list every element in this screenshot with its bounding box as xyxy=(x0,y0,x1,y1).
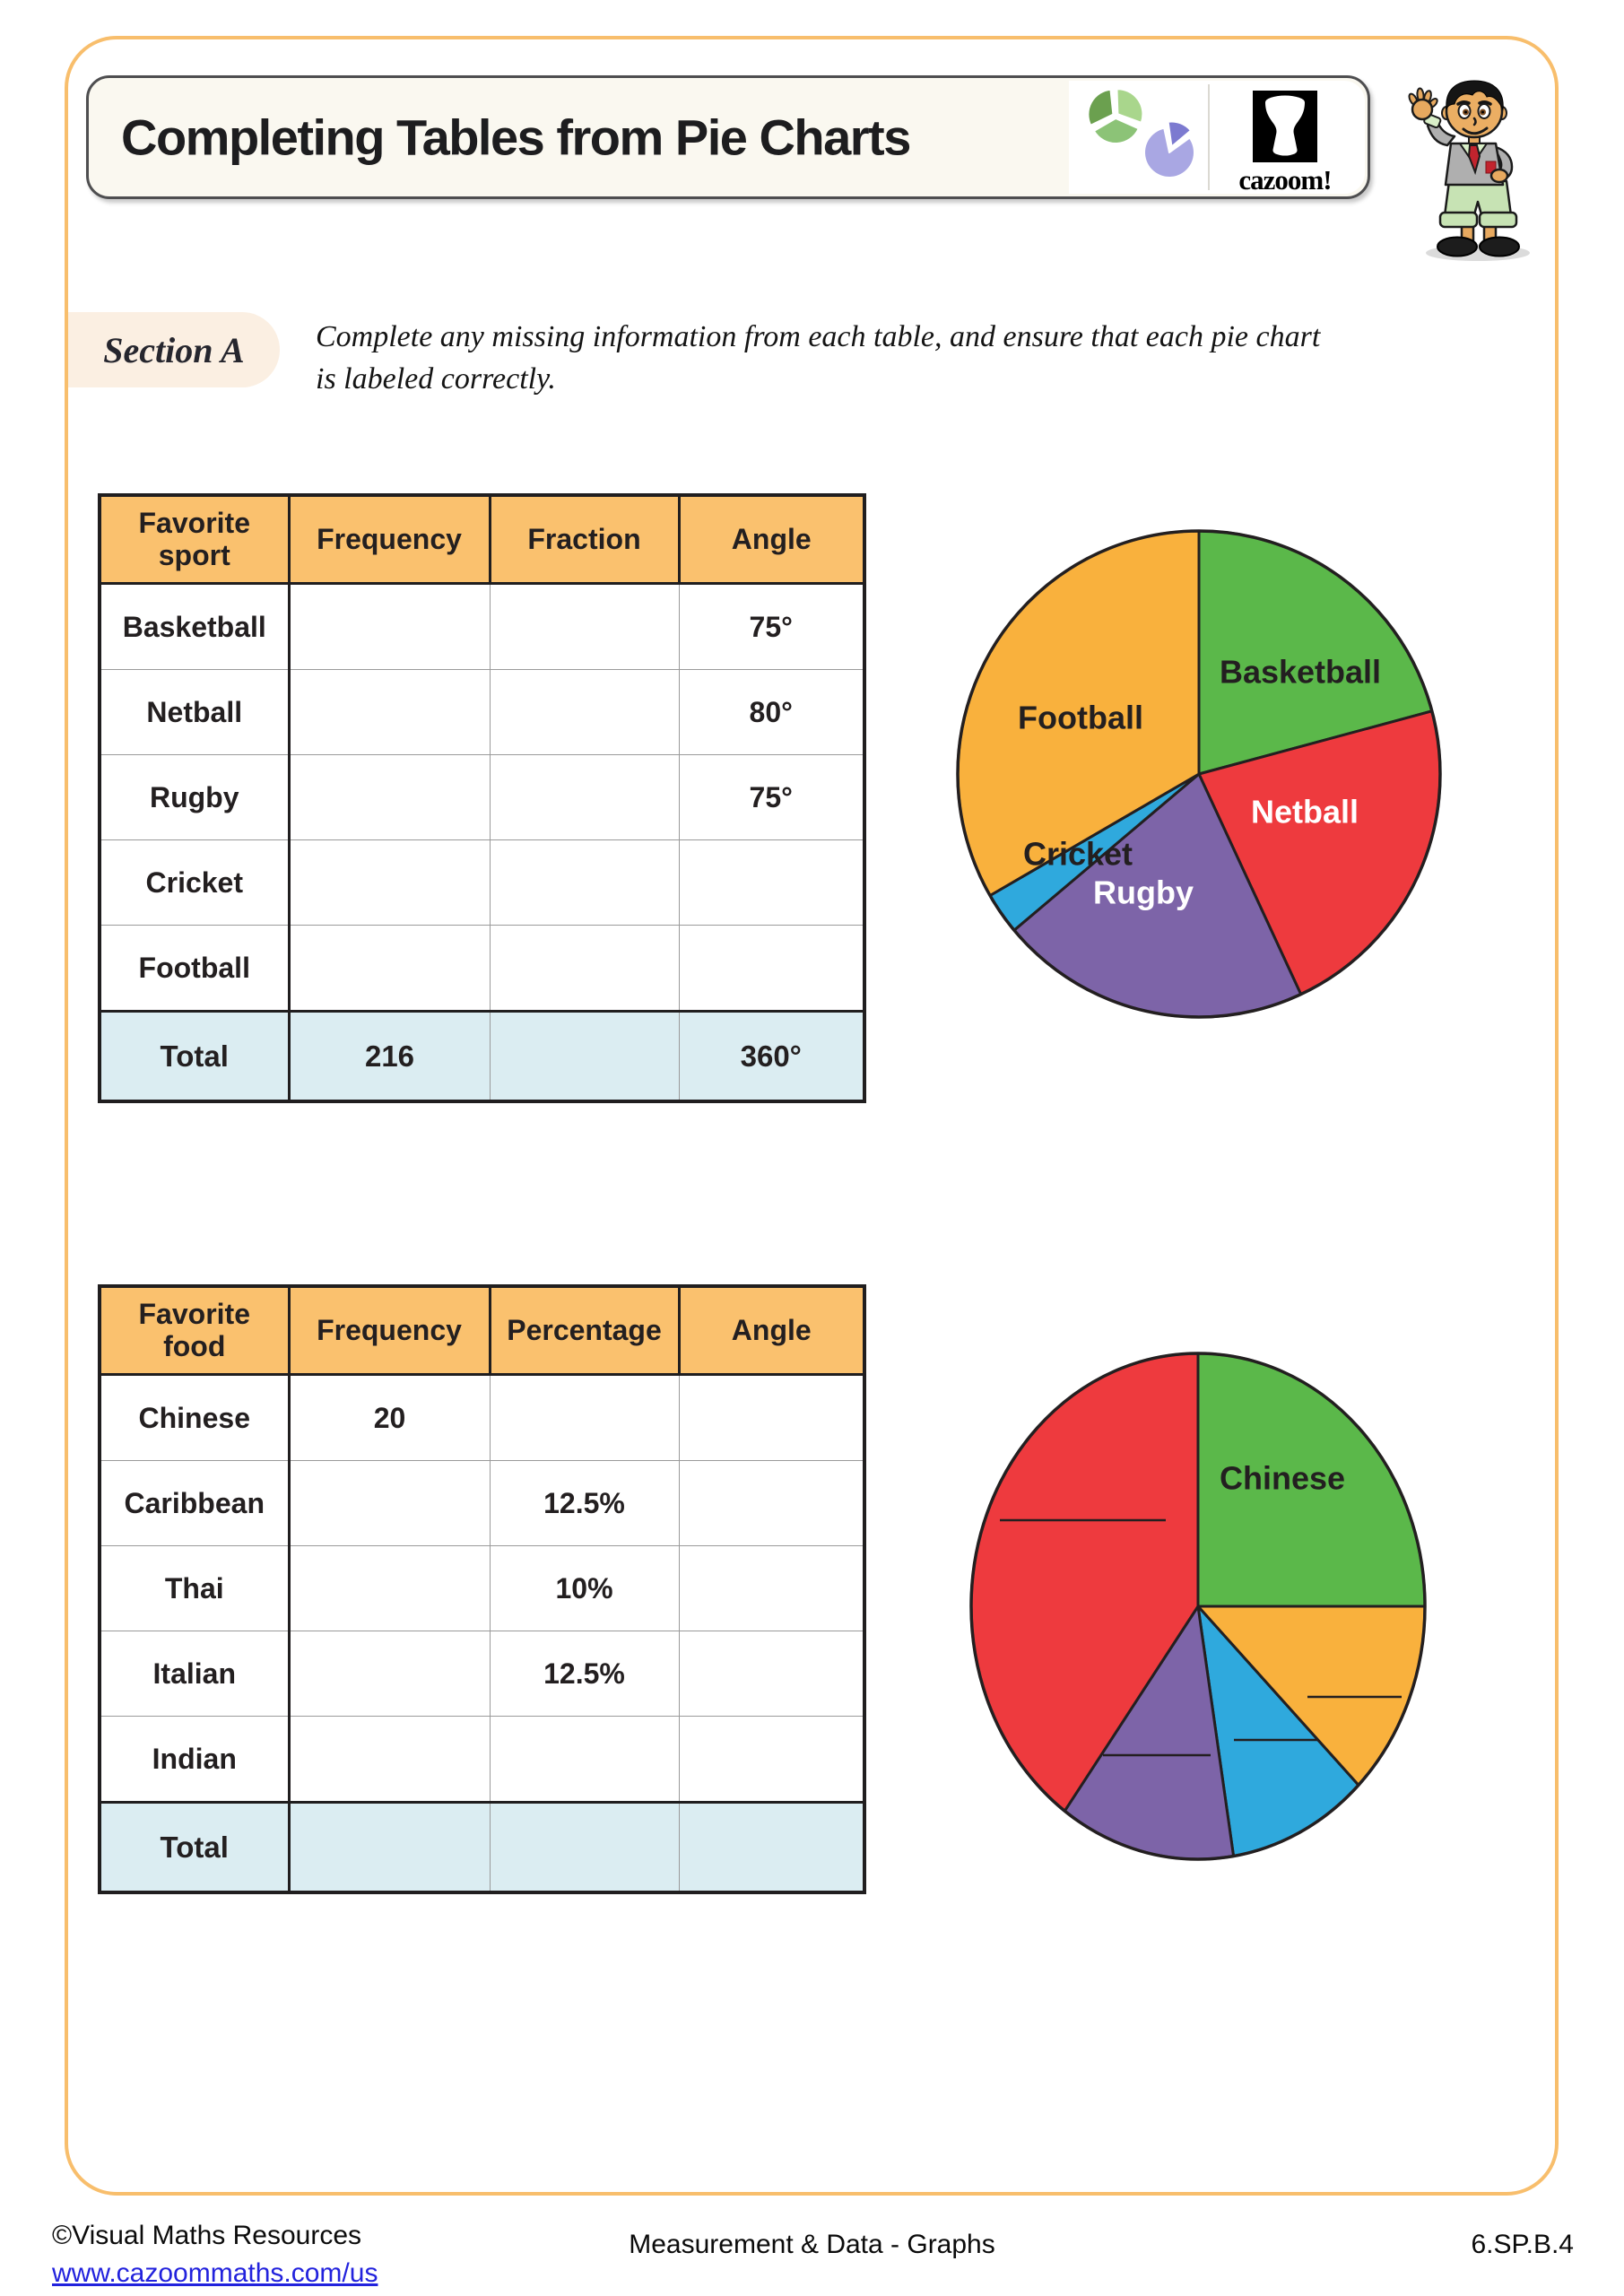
value-cell: 10% xyxy=(490,1546,679,1631)
column-header: Angle xyxy=(679,495,864,584)
pie-slice-label: Netball xyxy=(1250,793,1359,831)
table-row xyxy=(100,1631,864,1717)
table-row xyxy=(100,1375,864,1461)
table-row xyxy=(100,755,864,840)
table-row xyxy=(100,1461,864,1546)
foods-pie-chart xyxy=(968,1350,1429,1863)
total-value-cell xyxy=(679,1803,864,1893)
instructions-text xyxy=(316,316,1517,400)
section-a-label: Section A xyxy=(103,329,245,370)
value-cell xyxy=(679,840,864,926)
pie-slice-label: Football xyxy=(1018,699,1143,736)
value-cell: 12.5% xyxy=(490,1631,679,1717)
value-cell xyxy=(679,1375,864,1461)
value-cell xyxy=(289,1631,490,1717)
total-value-cell: 360° xyxy=(679,1012,864,1102)
instructions-line-1: Complete any missing information from each table, and ensure that each pie chart xyxy=(316,320,1321,353)
row-label-cell: Indian xyxy=(100,1717,289,1803)
row-label-cell: Netball xyxy=(100,670,289,755)
value-cell xyxy=(289,755,490,840)
value-cell xyxy=(679,1546,864,1631)
column-header: Frequency xyxy=(289,1286,490,1375)
drum-icon xyxy=(1253,91,1317,162)
table-row xyxy=(100,926,864,1012)
value-cell xyxy=(289,670,490,755)
column-header: Favorite sport xyxy=(100,495,289,584)
footer-topic: Measurement & Data - Graphs xyxy=(629,2230,995,2259)
title-box xyxy=(86,75,1370,199)
value-cell xyxy=(289,926,490,1012)
value-cell xyxy=(490,755,679,840)
total-label-cell: Total xyxy=(100,1012,289,1102)
total-row xyxy=(100,1803,864,1893)
column-header: Fraction xyxy=(490,495,679,584)
total-value-cell xyxy=(490,1012,679,1102)
row-label-cell: Basketball xyxy=(100,584,289,670)
mascot-boy-illustration xyxy=(1395,74,1552,266)
table-row xyxy=(100,1717,864,1803)
pie-chart-purple-icon xyxy=(1138,118,1206,187)
value-cell: 75° xyxy=(679,584,864,670)
row-label-cell: Cricket xyxy=(100,840,289,926)
row-label-cell: Italian xyxy=(100,1631,289,1717)
row-label-cell: Football xyxy=(100,926,289,1012)
pie-slice-label: Cricket xyxy=(1022,835,1133,873)
pie-slice-label: Rugby xyxy=(1093,874,1194,911)
total-label-cell: Total xyxy=(100,1803,289,1893)
total-value-cell xyxy=(289,1803,490,1893)
value-cell xyxy=(490,840,679,926)
value-cell: 20 xyxy=(289,1375,490,1461)
pie-slice-label: Basketball xyxy=(1219,653,1382,691)
value-cell xyxy=(289,1461,490,1546)
column-header: Percentage xyxy=(490,1286,679,1375)
row-label-cell: Thai xyxy=(100,1546,289,1631)
drum-logo-box xyxy=(1253,91,1317,162)
column-header: Favorite food xyxy=(100,1286,289,1375)
value-cell xyxy=(289,1717,490,1803)
value-cell xyxy=(490,670,679,755)
sports-pie-chart xyxy=(954,527,1444,1021)
total-value-cell xyxy=(490,1803,679,1893)
value-cell xyxy=(289,1546,490,1631)
table-row xyxy=(100,584,864,670)
section-a-box xyxy=(68,312,280,387)
row-label-cell: Rugby xyxy=(100,755,289,840)
brand-wordmark: cazoom! xyxy=(1238,164,1332,196)
value-cell: 75° xyxy=(679,755,864,840)
value-cell xyxy=(289,840,490,926)
pie-slice xyxy=(1094,118,1139,144)
total-value-cell: 216 xyxy=(289,1012,490,1102)
column-header: Angle xyxy=(679,1286,864,1375)
value-cell xyxy=(679,1717,864,1803)
value-cell xyxy=(490,1717,679,1803)
value-cell xyxy=(679,1461,864,1546)
page-title: Completing Tables from Pie Charts xyxy=(121,109,910,166)
instructions-line-2: is labeled correctly. xyxy=(316,362,556,396)
sports-table xyxy=(98,493,866,1103)
value-cell xyxy=(679,1631,864,1717)
column-header: Frequency xyxy=(289,495,490,584)
value-cell xyxy=(289,584,490,670)
footer-standard-code: 6.SP.B.4 xyxy=(1471,2230,1574,2259)
value-cell xyxy=(490,584,679,670)
value-cell xyxy=(490,1375,679,1461)
row-label-cell: Caribbean xyxy=(100,1461,289,1546)
table-row xyxy=(100,1546,864,1631)
row-label-cell: Chinese xyxy=(100,1375,289,1461)
footer-link[interactable]: www.cazoommaths.com/us xyxy=(52,2258,378,2288)
pie-slice-label: Chinese xyxy=(1219,1459,1346,1497)
footer-copyright: ©Visual Maths Resources xyxy=(52,2221,362,2250)
value-cell: 80° xyxy=(679,670,864,755)
pie-slice xyxy=(1088,90,1113,126)
value-cell xyxy=(490,926,679,1012)
table-row xyxy=(100,840,864,926)
value-cell: 12.5% xyxy=(490,1461,679,1546)
foods-table xyxy=(98,1284,866,1894)
table-row xyxy=(100,670,864,755)
value-cell xyxy=(679,926,864,1012)
total-row xyxy=(100,1012,864,1102)
